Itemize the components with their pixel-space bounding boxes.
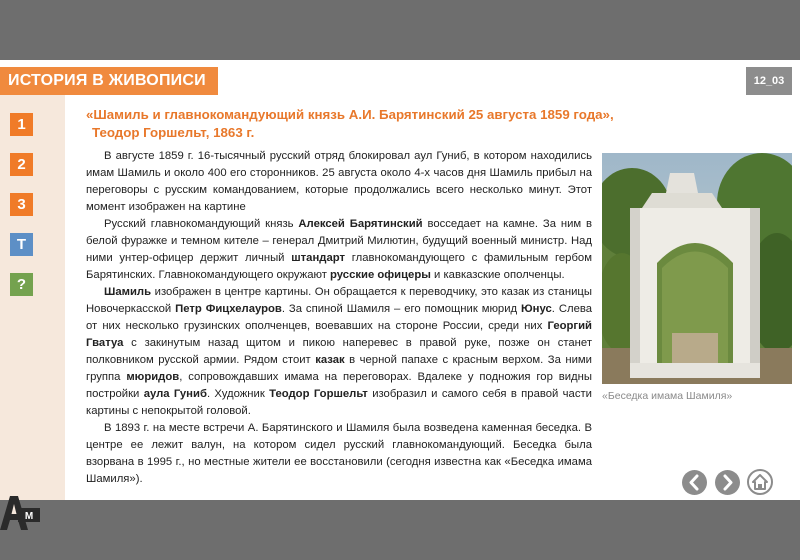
- prev-button[interactable]: [682, 470, 707, 495]
- page-title: ИСТОРИЯ В ЖИВОПИСИ: [0, 67, 218, 95]
- bottom-band: [0, 500, 800, 560]
- sidebar-button-2[interactable]: 2: [10, 153, 33, 176]
- home-icon: [749, 471, 771, 493]
- next-button[interactable]: [715, 470, 740, 495]
- paragraph-1: В августе 1859 г. 16-тысячный русский отряд блокировал аул Гуниб, в котором находились имам Шамиль и около 400 его сторонников. 25 августа около 4-х часов дня Шамиль прибыл на переговоры с русским командованием, которые продолжались всего несколько минут. Этот момент изображен на картине: [86, 150, 592, 213]
- body-text: [86, 148, 592, 488]
- slide: [0, 60, 800, 522]
- gazebo-photo: [602, 153, 792, 384]
- top-band: [0, 0, 800, 60]
- paragraph-2: Русский главнокомандующий князь Алексей Барятинский восседает на камне. За ним в белой фуражке и темном кителе – генерал Дмитрий Милютин, будущий военный министр. Над ними унтер-офицер держит личный штандарт главнокомандующего с фамильным гербом Барятинских. Главнокомандующего окружают русские офицеры и кавказские ополченцы.: [86, 218, 593, 281]
- chevron-left-icon: [682, 470, 707, 495]
- chevron-right-icon: [715, 470, 740, 495]
- page-number-badge: 12_03: [746, 67, 792, 95]
- heading-line-2: Теодор Горшельт, 1863 г.: [92, 125, 255, 140]
- heading-line-1: «Шамиль и главнокомандующий князь А.И. Барятинский 25 августа 1859 года»,: [86, 107, 614, 122]
- sidebar-button-3[interactable]: 3: [10, 193, 33, 216]
- paragraph-4: В 1893 г. на месте встречи А. Барятинского и Шамиля была возведена каменная беседка. В центре ее лежит валун, на котором сидел русский главнокомандующий. Беседка была взорвана в 1995 г., но местные жители ее восстановили (сегодня известна как «Беседка имама Шамиля»).: [86, 422, 592, 485]
- svg-text:M: M: [24, 511, 34, 522]
- sidebar: [0, 95, 65, 522]
- painting-heading: [86, 106, 616, 142]
- photo-caption: «Беседка имама Шамиля»: [602, 390, 733, 402]
- sidebar-button-1[interactable]: 1: [10, 113, 33, 136]
- logo-icon: [0, 490, 40, 530]
- home-button[interactable]: [747, 469, 773, 495]
- sidebar-button-quiz[interactable]: ?: [10, 273, 33, 296]
- paragraph-3: Шамиль изображен в центре картины. Он обращается к переводчику, это казак из станицы Новочеркасской Петр Фицхелауров. За спиной Шамиля – его помощник мюрид Юнус. Слева от них несколько грузинских ополченцев, воевавших на стороне России, среди них Георгий Гватуа с закинутым назад щитом и пикою наперевес в правой руке, позже он станет полковником русской армии. Рядом стоит казак в черной папахе с красным верхом. За ними группа мюридов, сопровождавших имама на переговорах. Вдалеке у подножия гор видны постройки аула Гуниб. Художник Теодор Горшельт изобразил и самого себя в правой части картины с непокрытой головой.: [86, 286, 593, 417]
- sidebar-button-text[interactable]: T: [10, 233, 33, 256]
